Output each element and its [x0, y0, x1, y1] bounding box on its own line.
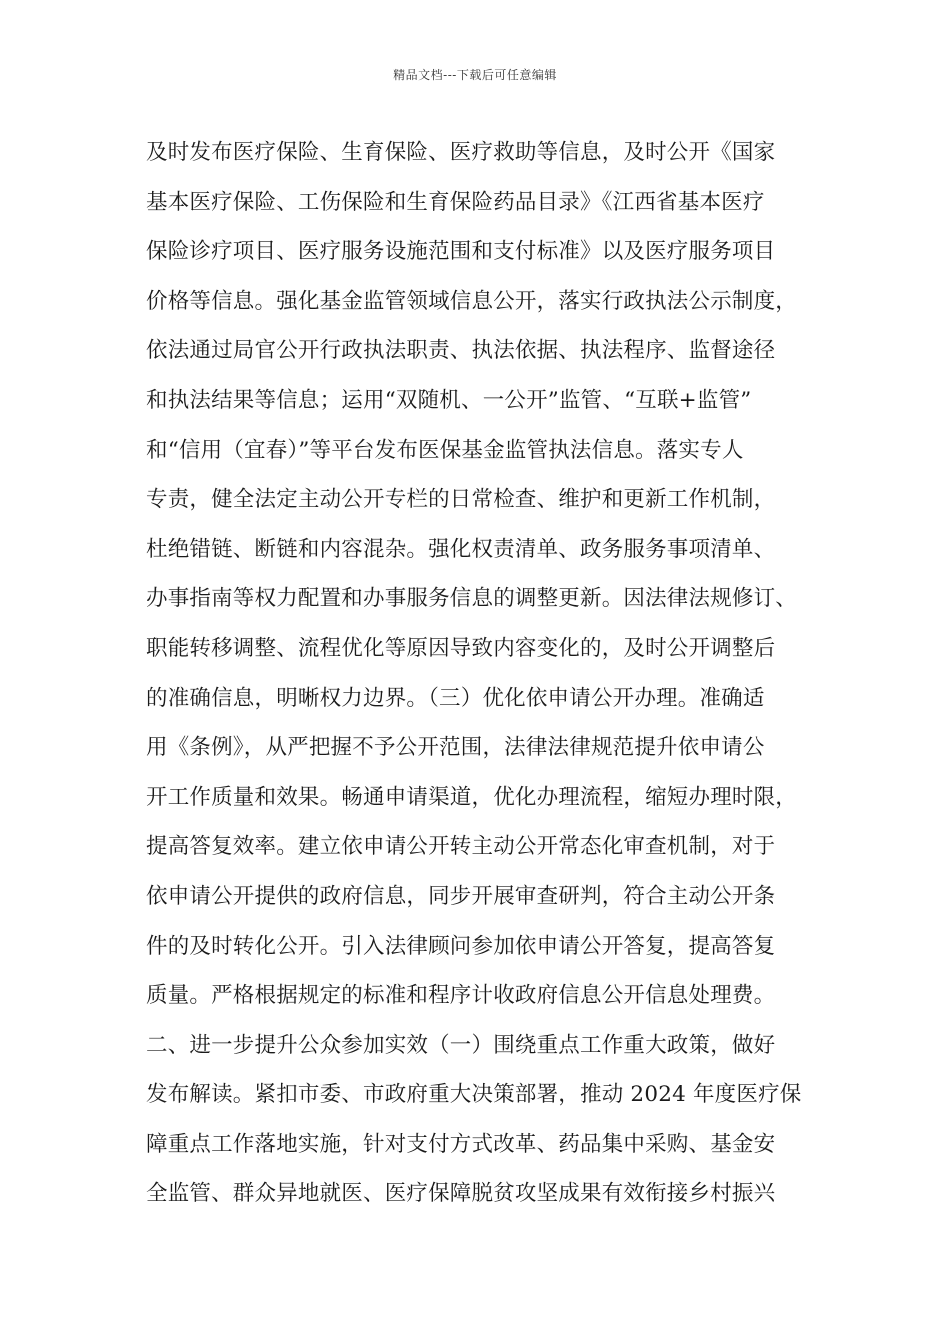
text-line: 和执法结果等信息；运用“双随机、一公开”监管、“互联+监管”	[146, 387, 752, 413]
text-line: 专责，健全法定主动公开专栏的日常检查、维护和更新工作机制，	[146, 487, 776, 513]
text-line: 杜绝错链、断链和内容混杂。强化权责清单、政务服务事项清单、	[146, 536, 776, 562]
text-line: 保险诊疗项目、医疗服务设施范围和支付标准》以及医疗服务项目	[146, 239, 776, 265]
text-line: 件的及时转化公开。引入法律顾问参加依申请公开答复，提高答复	[146, 933, 776, 959]
text-line: 障重点工作落地实施，针对支付方式改革、药品集中采购、基金安	[146, 1131, 776, 1157]
text-line: 依申请公开提供的政府信息，同步开展审查研判，符合主动公开条	[146, 883, 776, 909]
text-line: 及时发布医疗保险、生育保险、医疗救助等信息，及时公开《国家	[146, 140, 776, 165]
text-line: 质量。严格根据规定的标准和程序计收政府信息公开信息处理费。	[146, 983, 776, 1009]
text-line: 办事指南等权力配置和办事服务信息的调整更新。因法律法规修订、	[146, 586, 798, 612]
text-line: 和“信用（宜春）”等平台发布医保基金监管执法信息。落实专人	[146, 437, 744, 463]
text-line: 职能转移调整、流程优化等原因导致内容变化的，及时公开调整后	[146, 635, 776, 661]
text-line: 的准确信息，明晰权力边界。（三）优化依申请公开办理。准确适	[146, 685, 765, 711]
text-line: 价格等信息。强化基金监管领域信息公开，落实行政执法公示制度，	[146, 288, 798, 314]
body-text	[146, 128, 836, 1219]
text-line: 全监管、群众异地就医、医疗保障脱贫攻坚成果有效衔接乡村振兴	[146, 1181, 776, 1207]
text-line: 二、进一步提升公众参加实效（一）围绕重点工作重大政策，做好	[146, 1032, 776, 1058]
text-line: 基本医疗保险、工伤保险和生育保险药品目录》《江西省基本医疗	[146, 189, 765, 215]
text-line: 依法通过局官公开行政执法职责、执法依据、执法程序、监督途径	[146, 338, 776, 364]
text-line: 开工作质量和效果。畅通申请渠道，优化办理流程，缩短办理时限，	[146, 784, 798, 810]
text-line: 用《条例》，从严把握不予公开范围，法律法律规范提升依申请公	[146, 735, 765, 761]
page-header: 精品文档---下载后可任意编辑	[393, 68, 557, 82]
text-line: 发布解读。紧扣市委、市政府重大决策部署，推动 2024 年度医疗保	[146, 1082, 802, 1108]
text-line: 提高答复效率。建立依申请公开转主动公开常态化审查机制，对于	[146, 834, 776, 860]
